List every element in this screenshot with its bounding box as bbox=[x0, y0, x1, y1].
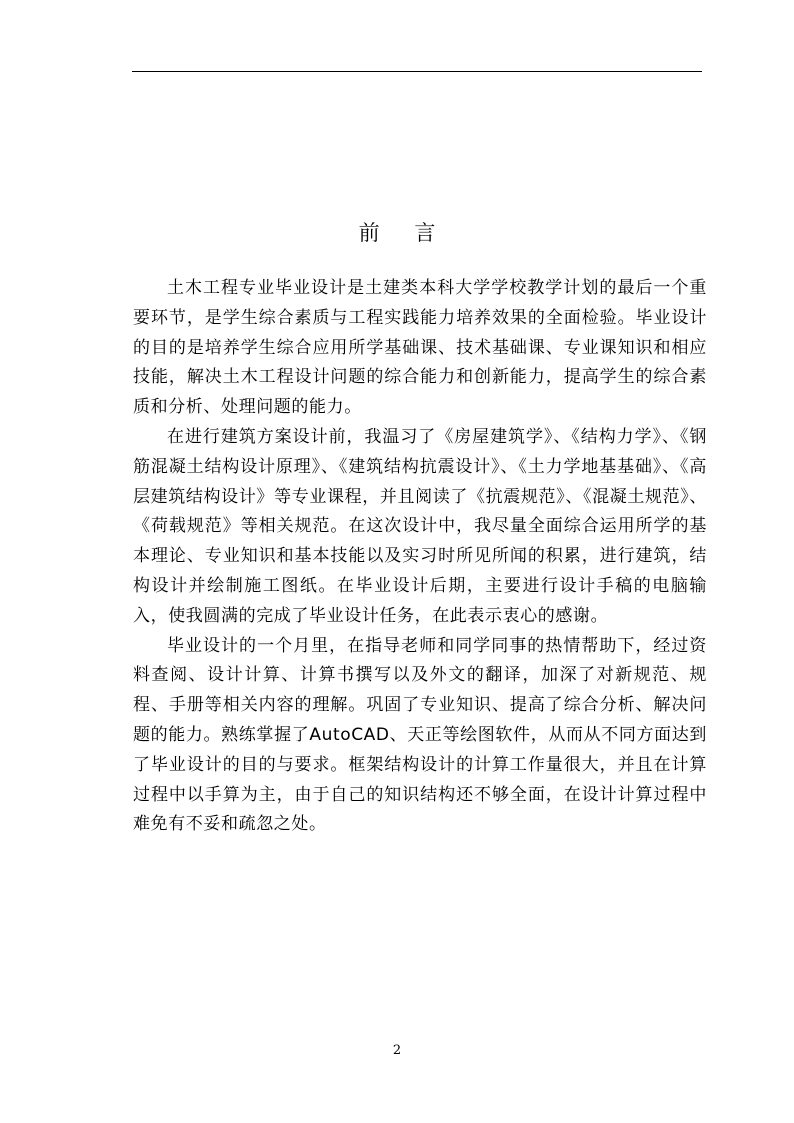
header-rule bbox=[132, 71, 702, 72]
paragraph-2: 在进行建筑方案设计前，我温习了《房屋建筑学》、《结构力学》、《钢筋混凝土结构设计原理》、《建筑结构抗震设计》、《土力学地基基础》、《高层建筑结构设计》等专业课程，并且阅读了《抗震规范》、《混凝土规范》、《荷载规范》等相关规范。在这次设计中，我尽量全面综合运用所学的基本理论、专业知识和基本技能以及实习时所见所闻的积累，进行建筑，结构设计并绘制施工图纸。在毕业设计后期，主要进行设计手稿的电脑输入，使我圆满的完成了毕业设计任务，在此表示衷心的感谢。 bbox=[133, 426, 707, 626]
page-title: 前 言 bbox=[358, 221, 450, 245]
paragraph-3: 毕业设计的一个月里，在指导老师和同学同事的热情帮助下，经过资料查阅、设计计算、计算书撰写以及外文的翻译，加深了对新规范、规程、手册等相关内容的理解。巩固了专业知识、提高了综合分析、解决问题的能力。熟练掌握了AutoCAD、天正等绘图软件，从而从不同方面达到了毕业设计的目的与要求。框架结构设计的计算工作量很大，并且在计算过程中以手算为主，由于自己的知识结构还不够全面，在设计计算过程中难免有不妥和疏忽之处。 bbox=[133, 635, 707, 835]
body-text bbox=[133, 274, 707, 840]
paragraph-1: 土木工程专业毕业设计是土建类本科大学学校教学计划的最后一个重要环节，是学生综合素质与工程实践能力培养效果的全面检验。毕业设计的目的是培养学生综合应用所学基础课、技术基础课、专业课知识和相应技能，解决土木工程设计问题的综合能力和创新能力，提高学生的综合素质和分析、处理问题的能力。 bbox=[133, 278, 707, 418]
page-number: 2 bbox=[392, 1043, 402, 1058]
